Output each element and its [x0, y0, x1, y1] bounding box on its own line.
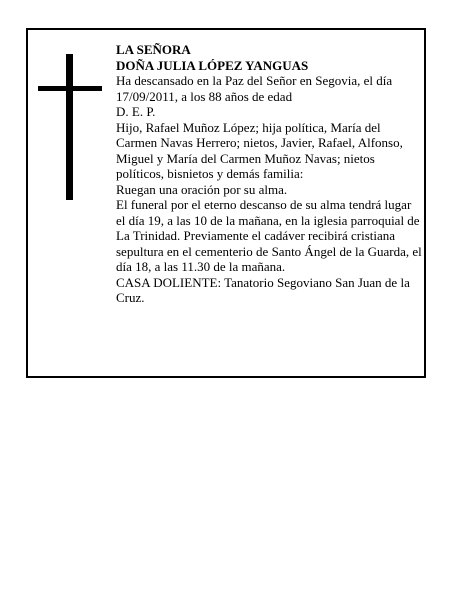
family-list: Hijo, Rafael Muñoz López; hija política, María del Carmen Navas Herrero; nietos, Javier, Rafael, Alfonso, Miguel y María del Carmen Muñoz Navas; nietos políticos, bisnietos y demás familia: [116, 119, 403, 181]
rest-in-peace: D. E. P. [116, 104, 156, 119]
heading-title: LA SEÑORA [116, 42, 191, 57]
latin-cross-icon [38, 54, 102, 200]
cross-vertical-bar [66, 54, 73, 200]
death-announcement: Ha descansado en la Paz del Señor en Segovia, el día 17/09/2011, a los 88 años de edad [116, 73, 393, 104]
prayer-request: Ruegan una oración por su alma. [116, 181, 288, 197]
heading-name: DOÑA JULIA LÓPEZ YANGUAS [116, 57, 309, 73]
notice-text [116, 42, 422, 306]
mourning-house: CASA DOLIENTE: Tanatorio Segoviano San Juan de la Cruz. [116, 274, 410, 305]
cross-horizontal-bar [38, 86, 102, 91]
obituary-notice [26, 28, 426, 378]
funeral-details: El funeral por el eterno descanso de su alma tendrá lugar el día 19, a las 10 de la mañana, en la iglesia parroquial de La Trinidad. Previamente el cadáver recibirá cristiana sepultura en el cementerio de Santo Ángel de la Guarda, el día 18, a las 11.30 de la mañana. [116, 197, 422, 274]
